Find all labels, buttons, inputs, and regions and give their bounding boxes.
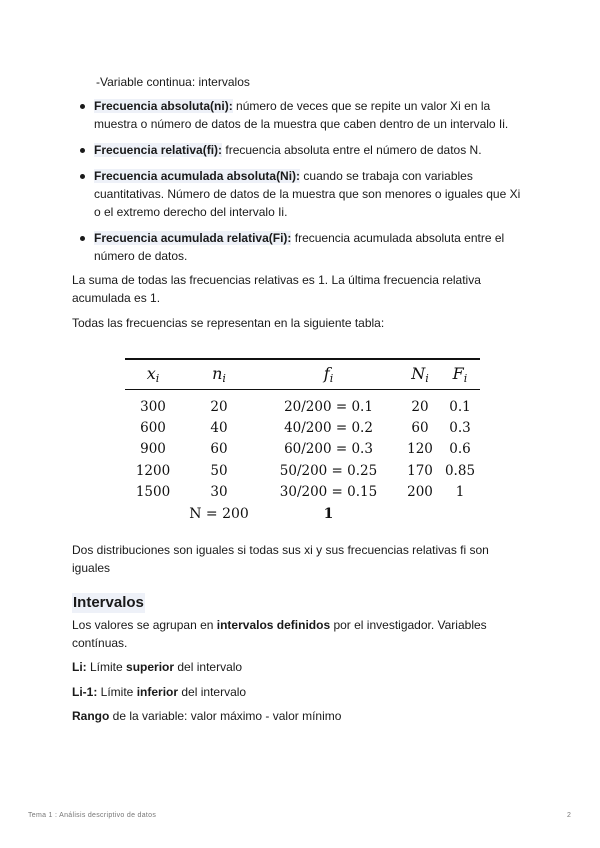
- bullet-text: número de veces que se repite un valor Xi en la muestra o número de datos de la muestra que caben dentro de un intervalo Ii.: [94, 99, 509, 131]
- list-item: [72, 97, 522, 133]
- li1-definition: Li-1: Límite inferior del intervalo: [72, 685, 247, 699]
- page-number: 2: [567, 812, 571, 819]
- header-Ni: $N_i$: [411, 364, 429, 385]
- bullet-term: Frecuencia acumulada relativa(Fi):: [94, 231, 292, 245]
- table-row: 1500 30 30/200 = 0.15 200 1: [135, 484, 465, 501]
- frequency-definitions-list: [72, 97, 522, 273]
- header-fi: $f_i$: [323, 364, 334, 385]
- section-title-intervalos: Intervalos: [73, 594, 144, 611]
- footer-title: Tema 1 : Análisis descriptivo de datos: [28, 812, 157, 819]
- bullet-term: Frecuencia acumulada absoluta(Ni):: [94, 169, 301, 183]
- list-item: [72, 229, 522, 265]
- intervalos-intro: Los valores se agrupan en intervalos definidos por el investigador. Variables contínuas.: [72, 618, 487, 650]
- li-definition: Li: Límite superior del intervalo: [72, 660, 243, 674]
- table-row: 600 40 40/200 = 0.2 60 0.3: [140, 419, 471, 436]
- header-Fi: $F_i$: [452, 364, 468, 385]
- rango-definition: Rango de la variable: valor máximo - valor mínimo: [72, 709, 342, 723]
- table-row: 900 60 60/200 = 0.3 120 0.6: [140, 441, 471, 458]
- todas-paragraph: Todas las frecuencias se representan en la siguiente tabla:: [72, 316, 385, 330]
- variable-continua-line: -Variable continua: intervalos: [96, 75, 250, 89]
- table-total-row: [125, 503, 480, 525]
- suma-paragraph: La suma de todas las frecuencias relativas es 1. La última frecuencia relativa acumulada es 1.: [72, 273, 481, 305]
- bullet-text: frecuencia absoluta entre el número de datos N.: [222, 143, 482, 157]
- list-item: [72, 167, 522, 221]
- table-row: 1200 50 50/200 = 0.25 170 0.85: [135, 462, 476, 479]
- list-item: [72, 141, 522, 159]
- table-header-row: [125, 360, 480, 389]
- header-ni: $n_i$: [212, 364, 226, 385]
- bullet-term: Frecuencia relativa(fi):: [94, 143, 223, 157]
- total-f: 1: [323, 505, 334, 522]
- dos-distribuciones-paragraph: Dos distribuciones son iguales si todas sus xi y sus frecuencias relativas fi son iguales: [72, 543, 489, 575]
- bullet-text: frecuencia acumulada absoluta entre el número de datos.: [94, 231, 505, 263]
- bullet-term: Frecuencia absoluta(ni):: [94, 99, 233, 113]
- frequency-table: [125, 358, 480, 525]
- header-xi: $x_i$: [146, 364, 160, 385]
- total-n: N = 200: [189, 505, 249, 522]
- bullet-text: cuando se trabaja con variables cuantitativas. Número de datos de la muestra que son menores o iguales que Xi o el extremo derecho del intervalo Ii.: [94, 169, 521, 219]
- table-row: 300 20 20/200 = 0.1 20 0.1: [140, 398, 471, 415]
